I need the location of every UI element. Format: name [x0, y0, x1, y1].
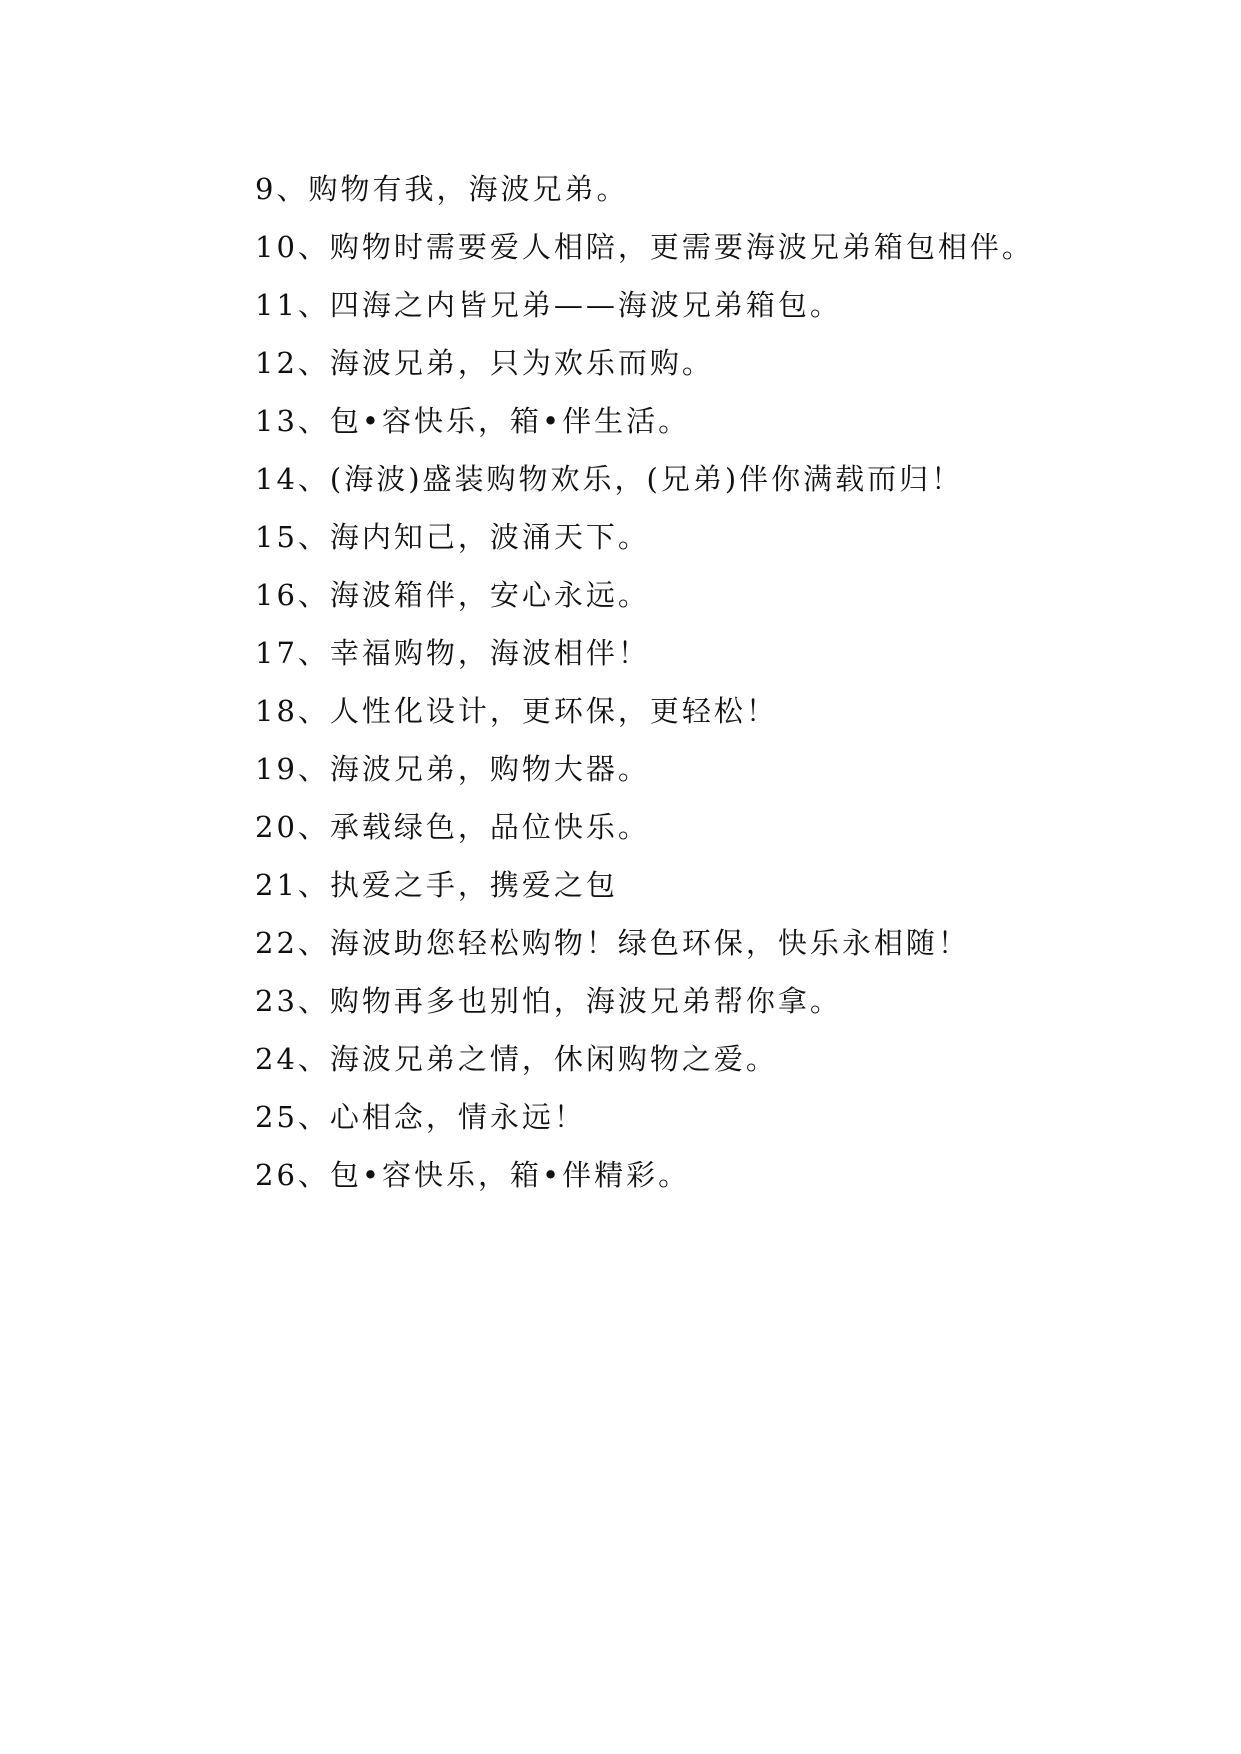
slogan-list: [255, 160, 1034, 1204]
slogan-line-16: 16、海波箱伴，安心永远。: [255, 578, 650, 612]
slogan-line-26: 26、包•容快乐，箱•伴精彩。: [255, 1158, 691, 1192]
slogan-line-18: 18、人性化设计，更环保，更轻松！: [255, 694, 778, 728]
slogan-line-23: 23、购物再多也别怕，海波兄弟帮你拿。: [255, 984, 842, 1018]
slogan-line-15: 15、海内知己，波涌天下。: [255, 520, 650, 554]
slogan-line-25: 25、心相念，情永远！: [255, 1100, 586, 1134]
slogan-line-19: 19、海波兄弟，购物大器。: [255, 752, 650, 786]
slogan-line-10: 10、购物时需要爱人相陪，更需要海波兄弟箱包相伴。: [255, 230, 1034, 264]
slogan-line-9: 9、购物有我，海波兄弟。: [255, 172, 629, 206]
slogan-line-11: 11、四海之内皆兄弟——海波兄弟箱包。: [255, 288, 842, 322]
slogan-line-24: 24、海波兄弟之情，休闲购物之爱。: [255, 1042, 778, 1076]
slogan-line-14: 14、(海波)盛装购物欢乐，(兄弟)伴你满载而归！: [255, 462, 964, 496]
slogan-line-13: 13、包•容快乐，箱•伴生活。: [255, 404, 691, 438]
slogan-line-12: 12、海波兄弟，只为欢乐而购。: [255, 346, 714, 380]
slogan-line-21: 21、执爱之手，携爱之包: [255, 868, 618, 902]
slogan-line-17: 17、幸福购物，海波相伴！: [255, 636, 650, 670]
slogan-line-22: 22、海波助您轻松购物！绿色环保，快乐永相随！: [255, 926, 970, 960]
slogan-line-20: 20、承载绿色，品位快乐。: [255, 810, 650, 844]
